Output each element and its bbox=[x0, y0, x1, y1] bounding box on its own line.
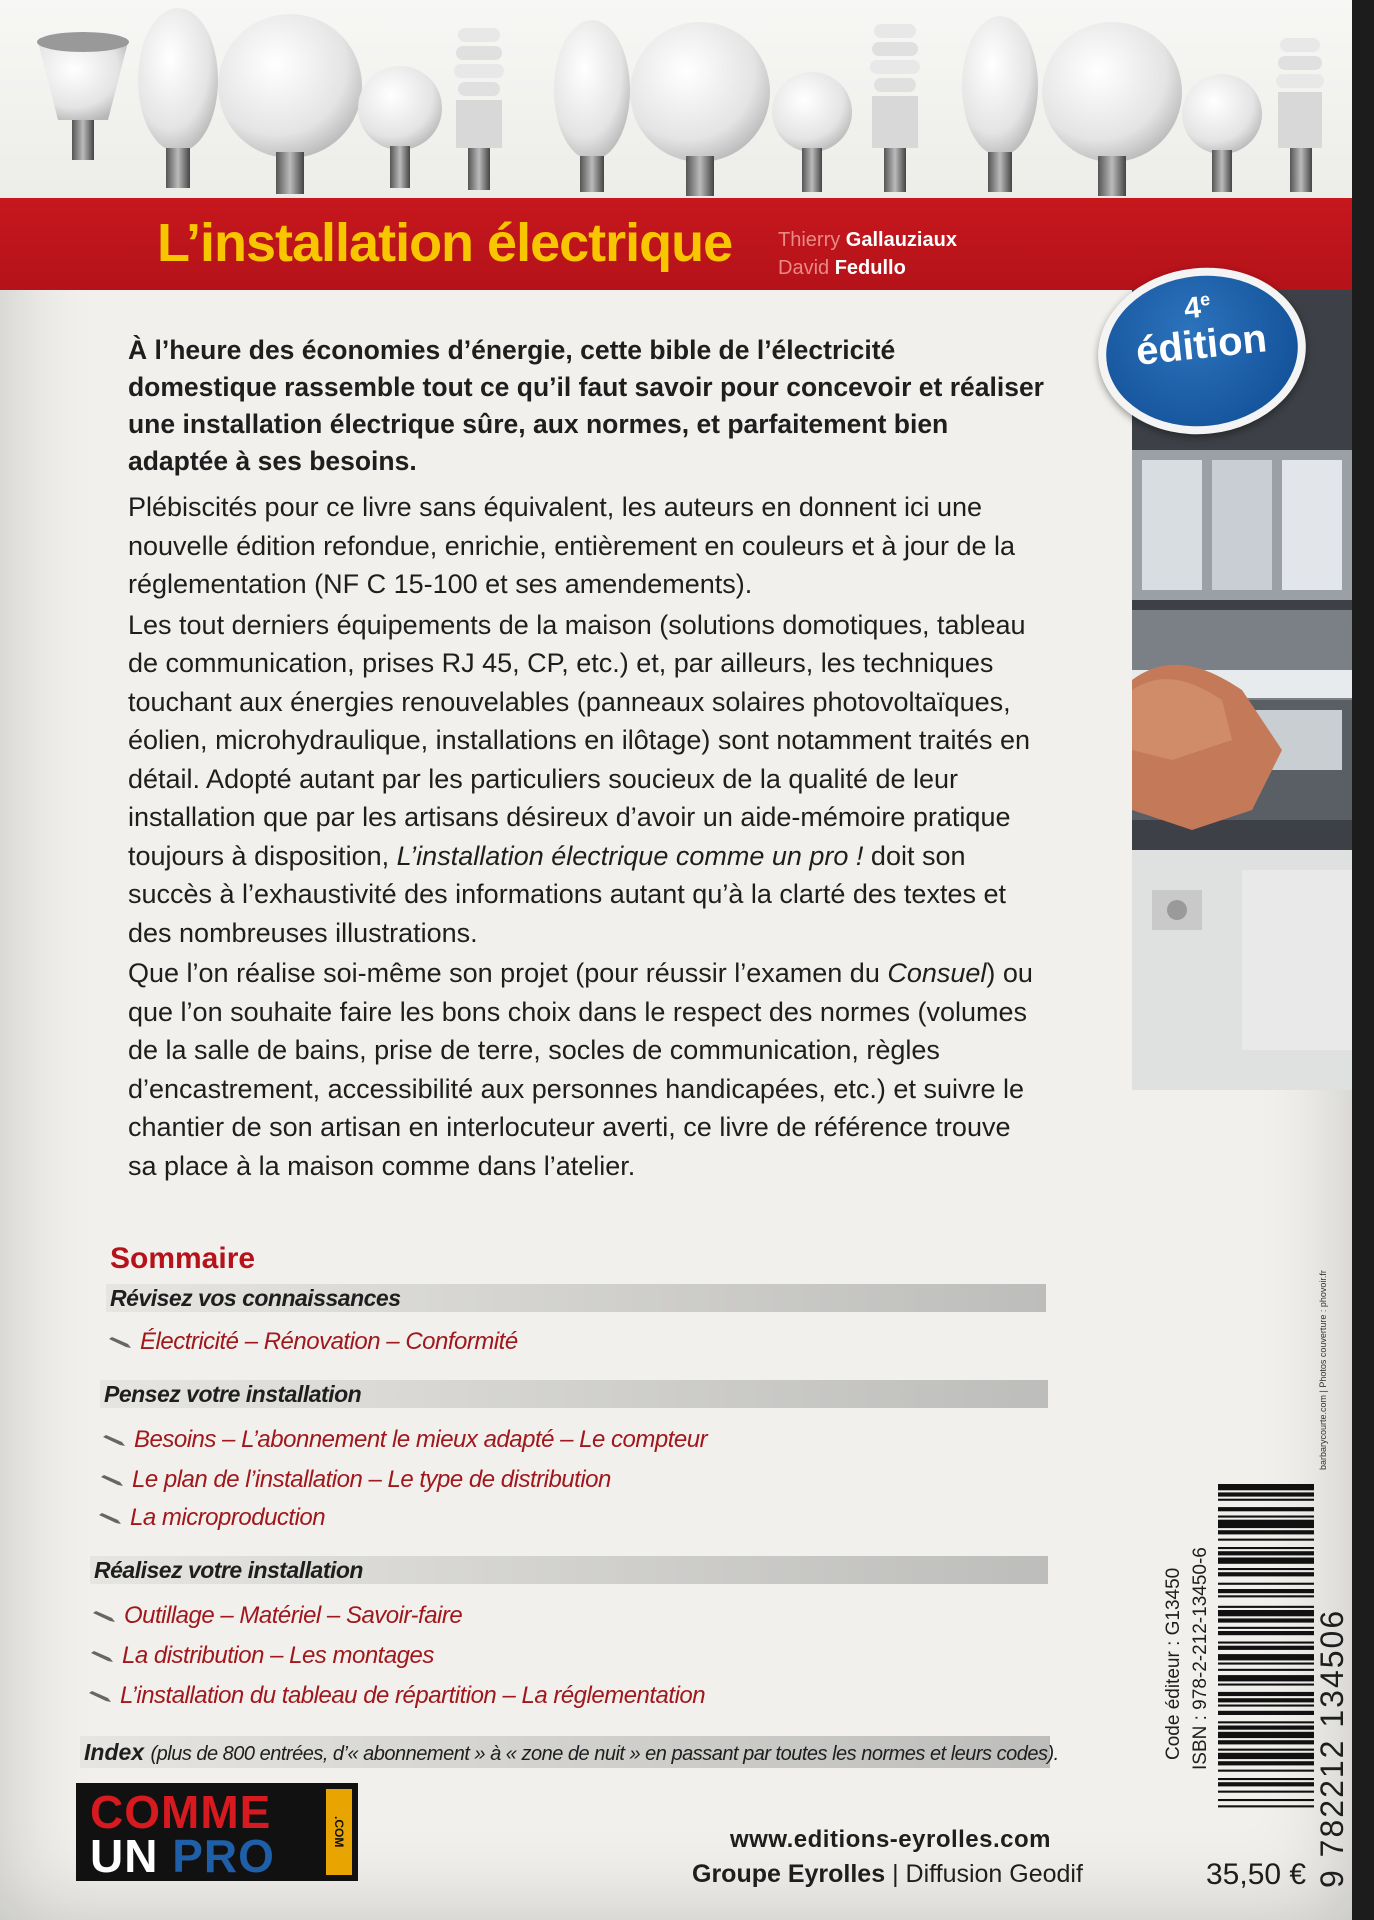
sommaire-item: Le plan de l’installation – Le type de distribution bbox=[100, 1466, 611, 1494]
authors bbox=[778, 226, 957, 282]
title-banner bbox=[0, 198, 1352, 290]
sommaire-item: La distribution – Les montages bbox=[90, 1642, 434, 1670]
sommaire-item: Outillage – Matériel – Savoir-faire bbox=[92, 1602, 462, 1630]
author-first-name: Thierry bbox=[778, 229, 841, 251]
pencil-icon bbox=[90, 1650, 114, 1664]
candle-bulb-icon bbox=[962, 16, 1038, 192]
author-last-name: Fedullo bbox=[834, 257, 906, 279]
pencil-icon bbox=[102, 1434, 126, 1448]
sommaire-item: La microproduction bbox=[98, 1504, 325, 1532]
italic-term: Consuel bbox=[887, 958, 987, 988]
lead-paragraph: À l’heure des économies d’énergie, cette bible de l’électricité domestique rassemble tout ce qu’il faut savoir pour concevoir et réaliser une installation électrique sûre, aux normes, et parfaitement bien adaptée à ses besoins. bbox=[128, 335, 1044, 476]
candle-bulb-icon bbox=[554, 20, 630, 192]
code-editeur: Code éditeur : G13450 bbox=[1163, 1567, 1184, 1760]
section-heading: Pensez votre installation bbox=[100, 1380, 1048, 1408]
book-title: L’installation électrique bbox=[157, 213, 733, 273]
paragraph: Les tout derniers équipements de la maison (solutions domotiques, tableau de communication, prises RJ 45, CP, etc.) et, par ailleurs, les techniques touchant aux énergies renouvelables (panneaux solaires photovoltaïques, éolien, microhydraulique, installations en ilôtage) sont notamment traités en détail. Adopté autant par les particuliers soucieux de la qualité de leur installation que par les artisans désireux d’avoir un aide-mémoire pratique toujours à disposition, L’installation électrique comme un pro ! doit son succès à l’exhaustivité des informations autant qu’à la clarté des textes et des nombreuses illustrations. bbox=[128, 609, 1030, 948]
spiral-bulb-icon bbox=[870, 24, 920, 192]
author-last-name: Gallauziaux bbox=[845, 229, 957, 251]
pencil-icon bbox=[92, 1610, 116, 1624]
small-globe-bulb-icon bbox=[358, 66, 442, 188]
index-line bbox=[80, 1736, 1059, 1768]
spiral-bulb-icon bbox=[454, 28, 504, 190]
section-heading: Révisez vos connaissances bbox=[106, 1284, 1046, 1312]
comme-un-pro-logo: COMME UN PRO .COM bbox=[76, 1783, 358, 1881]
globe-bulb-icon bbox=[630, 22, 770, 196]
ean-number: 9 782212 134506 bbox=[1314, 1608, 1350, 1888]
description-text bbox=[128, 332, 1044, 1187]
price: 35,50 € bbox=[1206, 1858, 1307, 1891]
edition-label: édition bbox=[1133, 316, 1269, 374]
photo-credit: barbarycourte.com | Photos couverture : phovoir.fr bbox=[1318, 1270, 1328, 1470]
small-globe-bulb-icon bbox=[772, 72, 852, 192]
reflector-bulb-icon bbox=[37, 32, 129, 160]
paragraph: Plébiscités pour ce livre sans équivalent, les auteurs en donnent ici une nouvelle édition refondue, enrichie, entièrement en couleurs et à jour de la réglementation (NF C 15-100 et ses amendements). bbox=[128, 492, 1016, 599]
section-heading: Réalisez votre installation bbox=[90, 1556, 1048, 1584]
sommaire-item: Besoins – L’abonnement le mieux adapté – Le compteur bbox=[102, 1426, 707, 1454]
paragraph: Que l’on réalise soi-même son projet (pour réussir l’examen du Consuel) ou que l’on souhaite faire les bons choix dans le respect des normes (volumes de la salle de bains, prise de terre, socles de communication, règles d’encastrement, accessibilité aux personnes handicapées, etc.) et suivre le chantier de son artisan en interlocuteur averti, ce livre de référence trouve sa place à la maison comme dans l’atelier. bbox=[128, 958, 1033, 1181]
pencil-icon bbox=[98, 1512, 122, 1526]
edition-number: 4 bbox=[1182, 290, 1203, 326]
index-description: (plus de 800 entrées, d’« abonnement » à « zone de nuit » en passant par toutes les normes et leurs codes). bbox=[150, 1743, 1059, 1765]
publisher-line: Groupe Eyrolles | Diffusion Geodif bbox=[692, 1860, 1083, 1888]
small-globe-bulb-icon bbox=[1182, 74, 1262, 192]
spiral-bulb-icon bbox=[1276, 38, 1324, 192]
index-label: Index bbox=[84, 1739, 145, 1765]
sommaire-item: Électricité – Rénovation – Conformité bbox=[108, 1328, 518, 1356]
pencil-icon bbox=[108, 1336, 132, 1350]
author-first-name: David bbox=[778, 257, 830, 279]
pencil-icon bbox=[88, 1690, 112, 1704]
italic-title: L’installation électrique comme un pro ! bbox=[396, 840, 864, 871]
globe-bulb-icon bbox=[218, 14, 362, 194]
candle-bulb-icon bbox=[138, 8, 218, 188]
sommaire-item: L’installation du tableau de répartition – La réglementation bbox=[88, 1682, 705, 1710]
sommaire-heading: Sommaire bbox=[110, 1242, 256, 1275]
barcode-icon bbox=[1218, 1480, 1314, 1885]
publisher-website: www.editions-eyrolles.com bbox=[730, 1826, 1052, 1853]
globe-bulb-icon bbox=[1042, 22, 1182, 196]
edition-suffix: e bbox=[1198, 288, 1211, 310]
pencil-icon bbox=[100, 1474, 124, 1488]
light-bulbs-photo bbox=[0, 0, 1352, 205]
isbn: ISBN : 978-2-212-13450-6 bbox=[1190, 1547, 1211, 1770]
